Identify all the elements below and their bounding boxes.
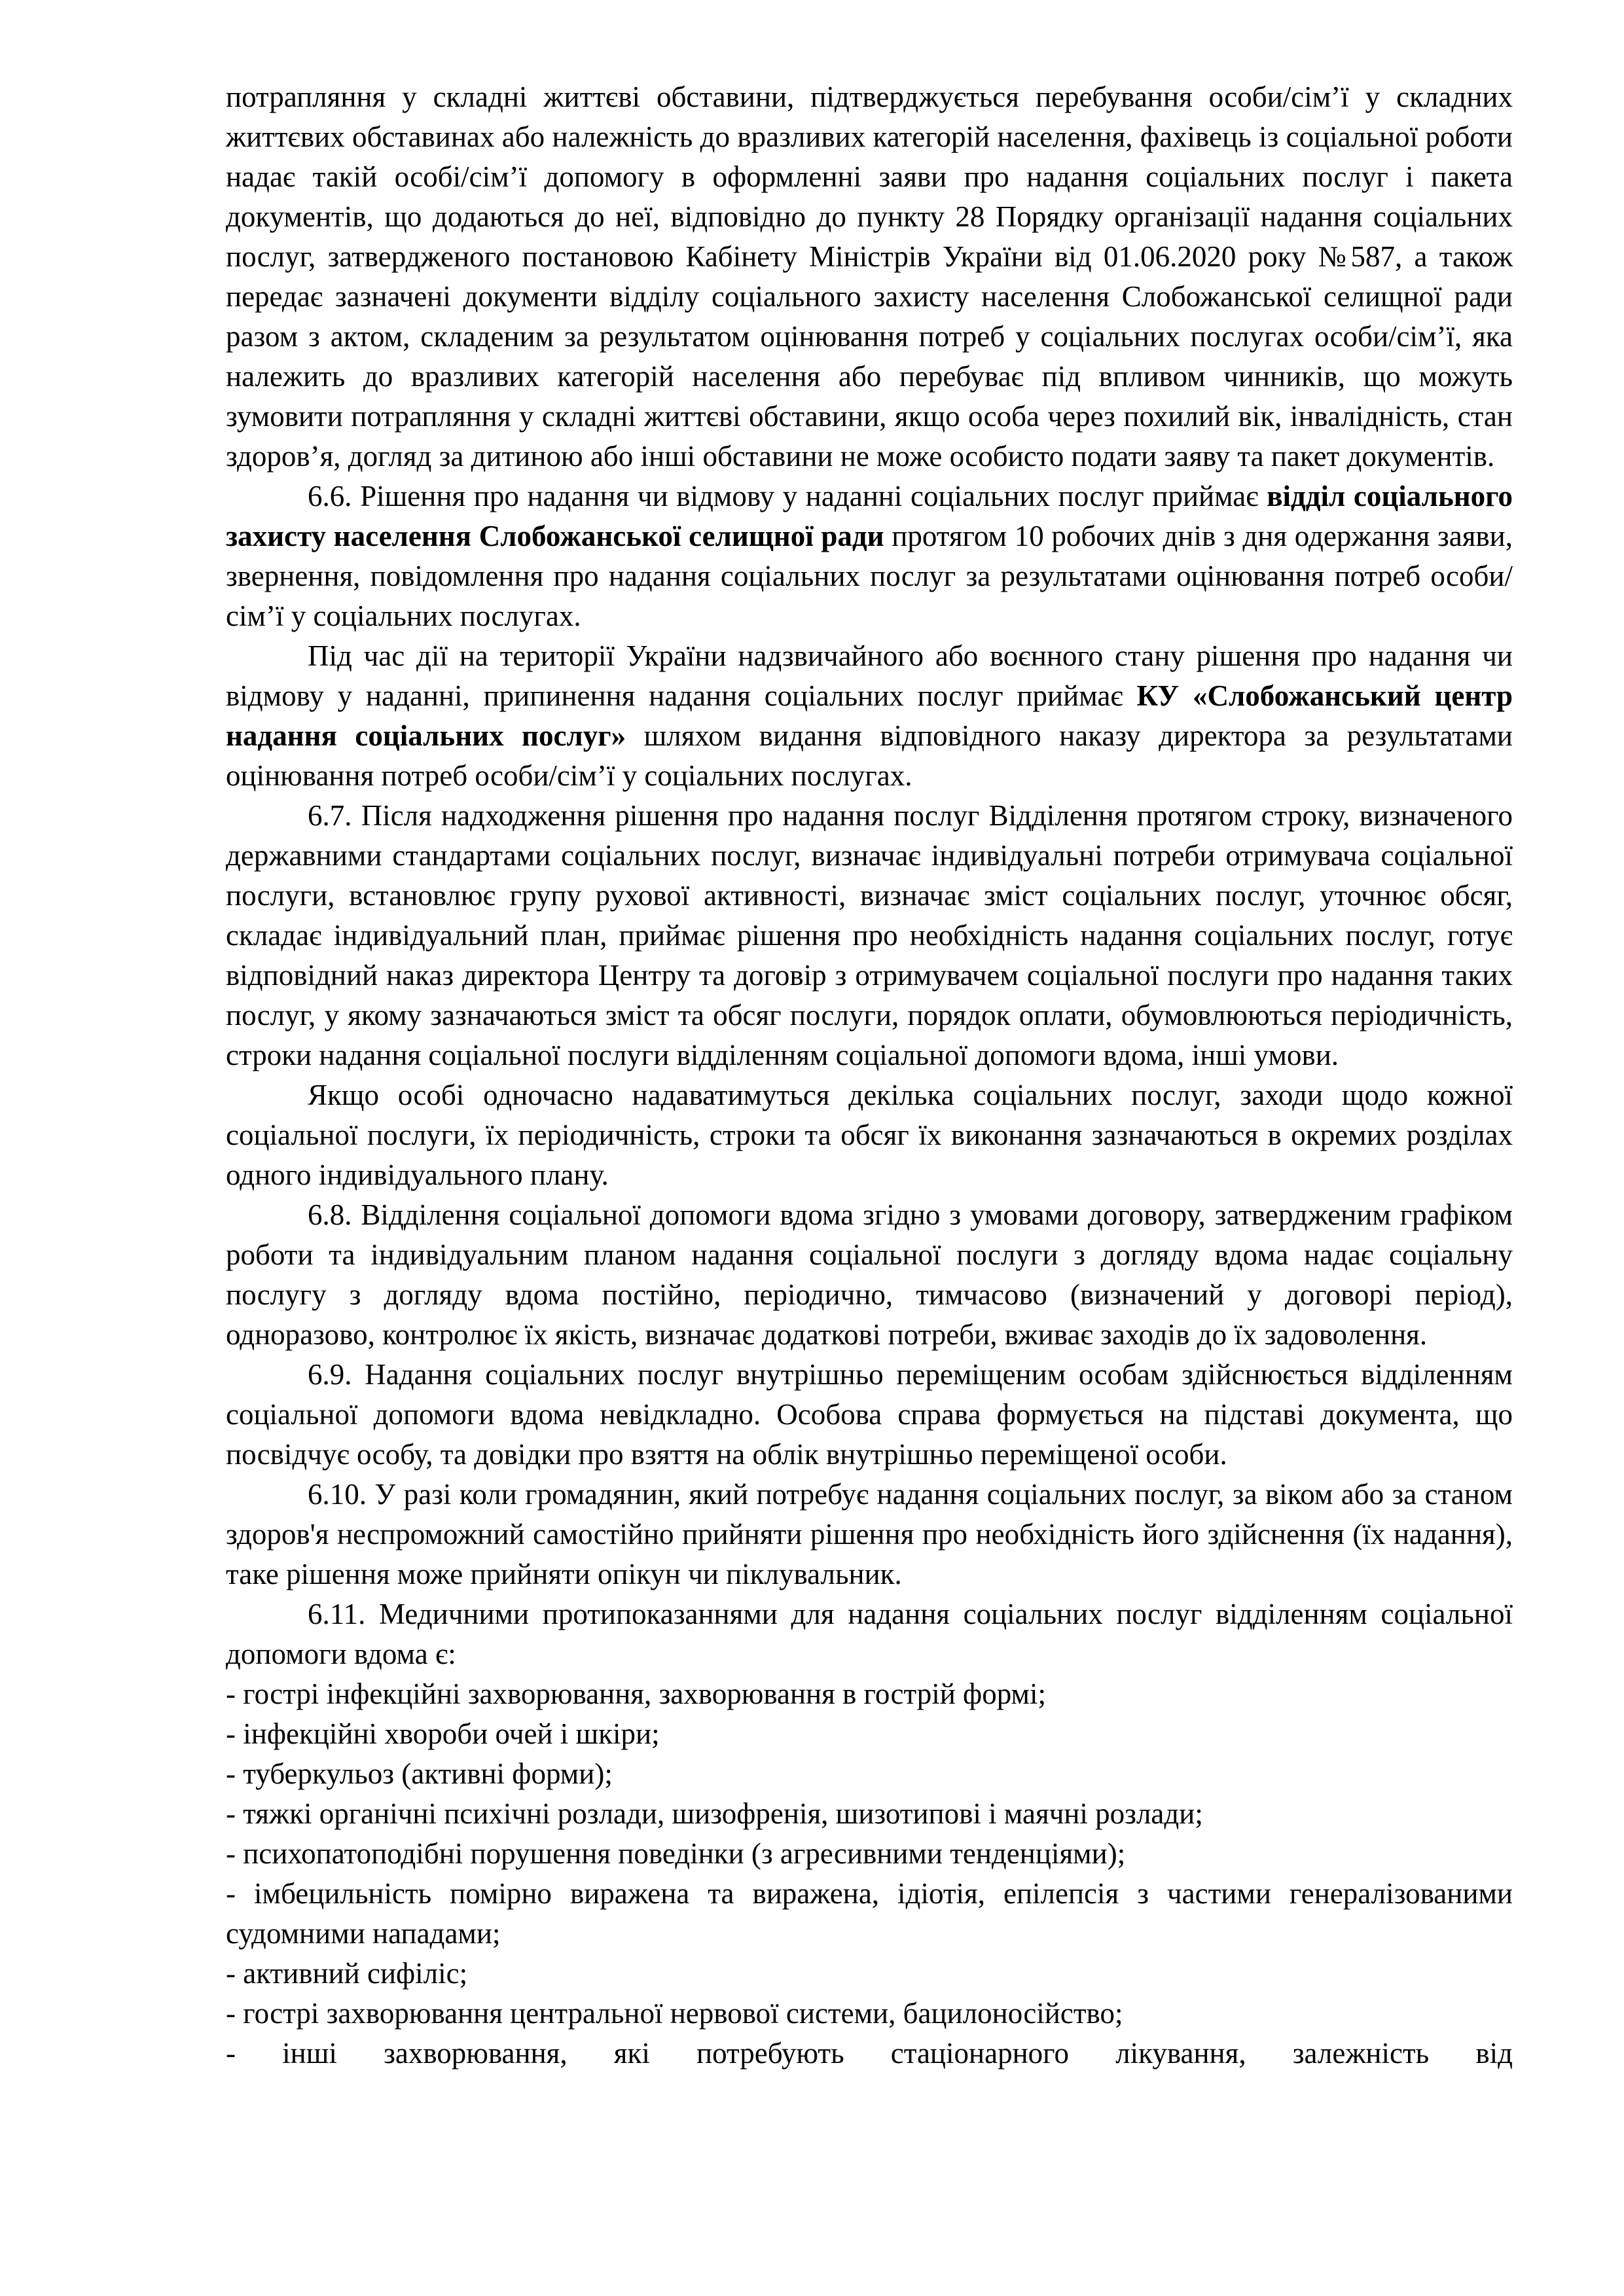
text-segment: - інфекційні хвороби очей і шкіри; [226,1717,660,1750]
text-segment: шляхом видання відповідного наказу директора за результатами оцінювання потреб особи/сім’ї у соціальних послугах. [226,719,1513,792]
text-segment: 6.8. Відділення соціальної допомоги вдома згідно з умовами договору, затвердженим графіком роботи та індивідуальним планом надання соціальної послуги з догляду вдома надає соціальну послугу з догляду вдома постійно, періодично, тимчасово (визначений у договорі період), одноразово, контролює їх якість, визначає додаткові потреби, вживає заходів до їх задоволення. [226,1198,1513,1351]
text-segment: - психопатоподібні порушення поведінки (з агресивними тенденціями); [226,1837,1126,1870]
text-segment: 6.11. Медичними протипоказаннями для надання соціальних послуг відділенням соціальної допомоги вдома є: [226,1598,1513,1670]
list-item [226,1754,1513,1794]
text-segment: - гострі інфекційні захворювання, захворювання в гострій формі; [226,1677,1046,1710]
list-item [226,1954,1513,1994]
text-segment: 6.10. У разі коли громадянин, який потребує надання соціальних послуг, за віком або за станом здоров'я неспроможний самостійно прийняти рішення про необхідність його здійснення (їх надання), таке рішення може прийняти опікун чи піклувальник. [226,1478,1513,1590]
paragraph [226,476,1513,636]
text-segment: - активний сифіліс; [226,1957,468,1990]
text-segment: Під час дії на території України надзвичайного або воєнного стану рішення про надання чи відмову у наданні, припинення надання соціальних послуг приймає [226,639,1513,712]
text-segment: 6.7. Після надходження рішення про надання послуг Відділення протягом строку, визначеного державними стандартами соціальних послуг, визначає індивідуальні потреби отримувача соціальної послуги, встановлює групу рухової активності, визначає зміст соціальних послуг, уточнює обсяг, складає індивідуальний план, приймає рішення про необхідність надання соціальних послуг, готує відповідний наказ директора Центру та договір з отримувачем соціальної послуги про надання таких послуг, у якому зазначаються зміст та обсяг послуги, порядок оплати, обумовлюються періодичність, строки надання соціальної послуги відділенням соціальної допомоги вдома, інші умови. [226,799,1513,1071]
list-item [226,2034,1513,2073]
text-block [226,77,1513,2073]
text-segment: - гострі захворювання центральної нервової системи, бацилоносійство; [226,1997,1123,2030]
list-item [226,1794,1513,1834]
paragraph [226,1594,1513,1674]
list-item [226,1714,1513,1754]
text-segment: 6.6. Рішення про надання чи відмову у наданні соціальних послуг приймає [308,480,1267,512]
text-segment: - туберкульоз (активні форми); [226,1757,613,1790]
list-item [226,1834,1513,1874]
text-segment: 6.9. Надання соціальних послуг внутрішньо переміщеним особам здійснюється відділенням соціальної допомоги вдома невідкладно. Особова справа формується на підставі документа, що посвідчує особу, та довідки про взяття на облік внутрішньо переміщеної особи. [226,1358,1513,1471]
list-item [226,1874,1513,1954]
paragraph [226,1355,1513,1475]
text-segment: - імбецильність помірно виражена та виражена, ідіотія, епілепсія з частими генералізованими судомними нападами; [226,1877,1513,1950]
paragraph [226,636,1513,796]
paragraph [226,1195,1513,1355]
list-item [226,1994,1513,2034]
paragraph [226,1075,1513,1195]
paragraph [226,1475,1513,1594]
text-segment: Якщо особі одночасно надаватимуться декілька соціальних послуг, заходи щодо кожної соціальної послуги, їх періодичність, строки та обсяг їх виконання зазначаються в окремих розділах одного індивідуального плану. [226,1079,1513,1191]
list-item [226,1674,1513,1714]
text-segment: потрапляння у складні життєві обставини, підтверджується перебування особи/сім’ї у складних життєвих обставинах або належність до вразливих категорій населення, фахівець із соціальної роботи надає такій особі/сім’ї допомогу в оформленні заяви про надання соціальних послуг і пакета документів, що додаються до неї, відповідно до пункту 28 Порядку організації надання соціальних послуг, затвердженого постановою Кабінету Міністрів України від 01.06.2020 року №587, а також передає зазначені документи відділу соціального захисту населення Слобожанської селищної ради разом з актом, складеним за результатом оцінювання потреб у соціальних послугах особи/сім’ї, яка належить до вразливих категорій населення або перебуває під впливом чинників, що можуть зумовити потрапляння у складні життєві обставини, якщо особа через похилий вік, інвалідність, стан здоров’я, догляд за дитиною або інші обставини не може особисто подати заяву та пакет документів. [226,81,1513,473]
text-segment: протягом 10 робочих днів з дня одержання заяви, звернення, повідомлення про надання соціальних послуг за результатами оцінювання потреб особи/сім’ї у соціальних послугах. [226,520,1513,632]
text-segment: - інші захворювання, які потребують стаціонарного лікування, залежність від [226,2037,1513,2070]
text-segment: КУ «Слобожанський центр надання соціальних послуг» [226,679,1513,752]
paragraph [226,77,1513,476]
text-segment: - тяжкі органічні психічні розлади, шизофренія, шизотипові і маячні розлади; [226,1797,1203,1830]
paragraph [226,796,1513,1075]
text-segment: відділ соціального захисту населення Слобожанської селищної ради [226,480,1513,552]
